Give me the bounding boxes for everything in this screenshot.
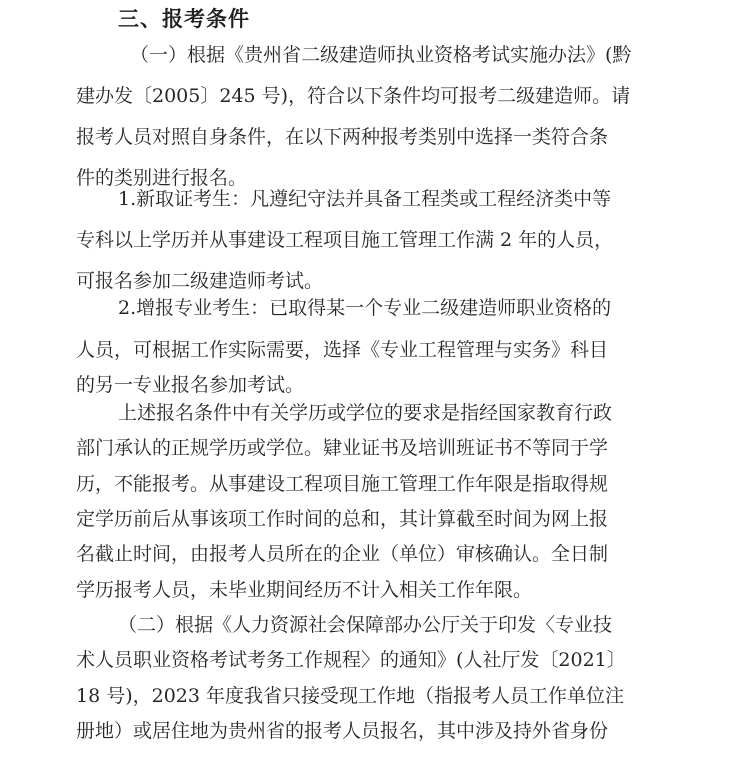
line-text: 术人员职业资格考试考务工作规程〉的通知》(人社厅发〔2021〕 bbox=[76, 649, 626, 671]
text-line bbox=[0, 640, 730, 680]
line-text: 1.新取证考生：凡遵纪守法并具备工程类或工程经济类中等 bbox=[118, 188, 612, 210]
line-text: 18 号)，2023 年度我省只接受现工作地（指报考人员工作单位注 bbox=[76, 685, 625, 707]
line-text: 报考人员对照自身条件，在以下两种报考类别中选择一类符合条 bbox=[76, 126, 609, 148]
text-line bbox=[0, 288, 730, 328]
text-line bbox=[0, 220, 730, 260]
line-text: 2.增报专业考生：已取得某一个专业二级建造师职业资格的 bbox=[118, 297, 612, 319]
text-line bbox=[0, 464, 730, 504]
text-line bbox=[0, 605, 730, 645]
line-text: 历，不能报考。从事建设工程项目施工管理工作年限是指取得规 bbox=[76, 473, 609, 495]
text-line bbox=[0, 35, 730, 75]
text-line bbox=[0, 76, 730, 116]
text-line bbox=[0, 534, 730, 574]
text-line bbox=[0, 428, 730, 468]
line-text: 人员，可根据工作实际需要，选择《专业工程管理与实务》科目 bbox=[76, 339, 609, 361]
line-text: 专科以上学历并从事建设工程项目施工管理工作满 2 年的人员， bbox=[76, 229, 614, 251]
text-line bbox=[0, 393, 730, 433]
text-line bbox=[0, 117, 730, 157]
line-text: 可报名参加二级建造师考试。 bbox=[76, 270, 324, 292]
line-text: （二）根据《人力资源社会保障部办公厅关于印发〈专业技 bbox=[118, 614, 613, 636]
line-text: 册地）或居住地为贵州省的报考人员报名，其中涉及持外省身份 bbox=[76, 720, 609, 742]
line-text: 学历报考人员，未毕业期间经历不计入相关工作年限。 bbox=[76, 579, 533, 601]
line-text: 部门承认的正规学历或学位。肄业证书及培训班证书不等同于学 bbox=[76, 437, 609, 459]
line-text: 定学历前后从事该项工作时间的总和，其计算截至时间为网上报 bbox=[76, 508, 609, 530]
text-line bbox=[0, 499, 730, 539]
line-text: 件的类别进行报名。 bbox=[76, 167, 248, 189]
line-text: 建办发〔2005〕245 号)，符合以下条件均可报考二级建造师。请 bbox=[76, 85, 631, 107]
line-text: 的另一专业报名参加考试。 bbox=[76, 374, 305, 396]
text-line bbox=[0, 570, 730, 610]
section-heading: 三、报考条件 bbox=[118, 7, 250, 31]
line-text: 上述报名条件中有关学历或学位的要求是指经国家教育行政 bbox=[118, 402, 613, 424]
text-line bbox=[0, 676, 730, 716]
line-text: （一）根据《贵州省二级建造师执业资格考试实施办法》(黔 bbox=[130, 44, 632, 66]
text-line bbox=[0, 711, 730, 751]
line-text: 名截止时间，由报考人员所在的企业（单位）审核确认。全日制 bbox=[76, 543, 609, 565]
text-line bbox=[0, 179, 730, 219]
text-line bbox=[0, 330, 730, 370]
